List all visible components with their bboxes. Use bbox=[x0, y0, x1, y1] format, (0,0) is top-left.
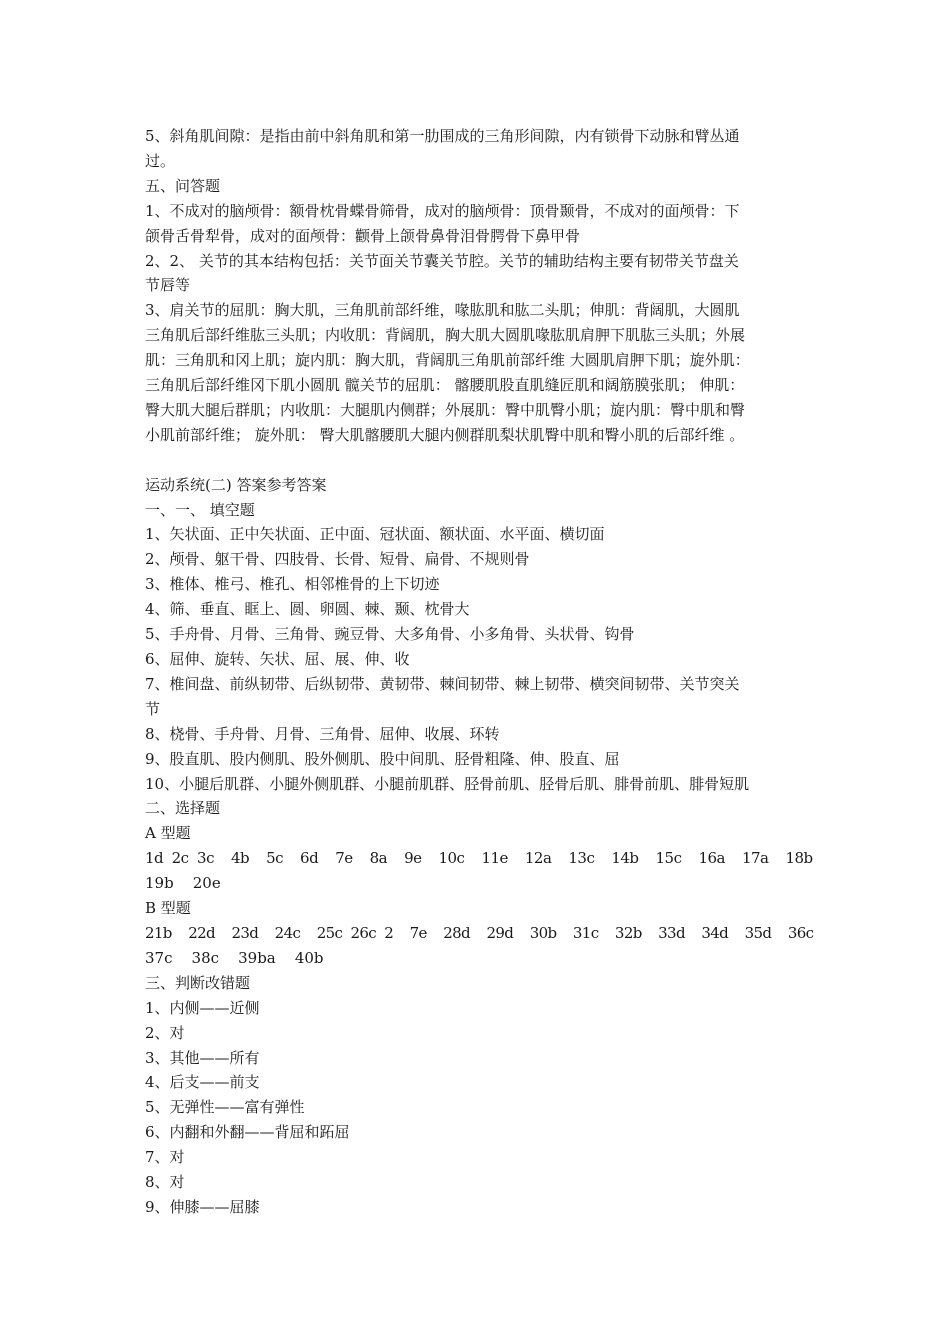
answer-line: 5、无弹性——富有弹性 bbox=[145, 1098, 305, 1117]
paragraph-line: 节唇等 bbox=[145, 276, 191, 295]
answer-line: 8、桡骨、手舟骨、月骨、三角骨、屈伸、收展、环转 bbox=[145, 724, 500, 743]
answer-line: 4、后支——前支 bbox=[145, 1073, 260, 1092]
answer-line: 8、对 bbox=[145, 1173, 185, 1192]
paragraph-line: 1、不成对的脑颅骨：额骨枕骨蝶骨筛骨，成对的脑颅骨：顶骨颞骨，不成对的面颅骨：下 bbox=[145, 201, 740, 220]
answer-line: 9、股直肌、股内侧肌、股外侧肌、股中间肌、胫骨粗隆、伸、股直、屈 bbox=[145, 749, 620, 768]
paragraph-line: 三角肌后部纤维肱三头肌；内收肌：背阔肌，胸大肌大圆肌喙肱肌肩胛下肌肱三头肌；外展 bbox=[145, 326, 746, 345]
answer-line: 10、小腿后肌群、小腿外侧肌群、小腿前肌群、胫骨前肌、胫骨后肌、腓骨前肌、腓骨短肌 bbox=[145, 774, 750, 793]
document-page bbox=[145, 124, 813, 1220]
section-heading: 一、一、 填空题 bbox=[145, 500, 255, 519]
answer-key-line: 19b 20e bbox=[145, 874, 221, 893]
answer-line: 3、椎体、椎弓、椎孔、相邻椎骨的上下切迹 bbox=[145, 575, 440, 594]
section-heading: 五、问答题 bbox=[145, 176, 221, 195]
paragraph-line: 小肌前部纤维； 旋外肌： 臀大肌髂腰肌大腿内侧群肌梨状肌臀中肌和臀小肌的后部纤维 。 bbox=[145, 425, 745, 444]
answer-line: 7、椎间盘、前纵韧带、后纵韧带、黄韧带、棘间韧带、棘上韧带、横突间韧带、关节突关 bbox=[145, 674, 740, 693]
paragraph-line: 3、肩关节的屈肌：胸大肌，三角肌前部纤维，喙肱肌和肱二头肌；伸肌：背阔肌，大圆肌 bbox=[145, 301, 740, 320]
blank-line bbox=[145, 448, 813, 473]
answer-line: 1、内侧——近侧 bbox=[145, 998, 260, 1017]
answer-line: 4、筛、垂直、眶上、圆、卵圆、棘、颞、枕骨大 bbox=[145, 600, 470, 619]
answer-key-line: 21b 22d 23d 24c 25c 26c 2 7e 28d 29d 30b 31c 32b 33d 34d 35d 36c bbox=[145, 923, 814, 942]
answer-line: 6、屈伸、旋转、矢状、屈、展、伸、收 bbox=[145, 650, 410, 669]
paragraph-line: 5、斜角肌间隙：是指由前中斜角肌和第一肋围成的三角形间隙，内有锁骨下动脉和臂丛通 bbox=[145, 127, 740, 145]
answer-line: 2、颅骨、躯干骨、四肢骨、长骨、短骨、扁骨、不规则骨 bbox=[145, 550, 530, 569]
answer-line: 5、手舟骨、月骨、三角骨、豌豆骨、大多角骨、小多角骨、头状骨、钩骨 bbox=[145, 625, 635, 644]
section-heading: 二、选择题 bbox=[145, 799, 221, 818]
subsection-heading: A 型题 bbox=[145, 824, 191, 843]
paragraph-line: 颌骨舌骨犁骨，成对的面颅骨：颧骨上颌骨鼻骨泪骨腭骨下鼻甲骨 bbox=[145, 226, 581, 245]
paragraph-line: 过。 bbox=[145, 151, 176, 170]
answer-line: 9、伸膝——屈膝 bbox=[145, 1197, 260, 1216]
answer-line: 节 bbox=[145, 699, 161, 718]
subsection-heading: B 型题 bbox=[145, 899, 191, 918]
paragraph-line: 肌：三角肌和冈上肌；旋内肌：胸大肌，背阔肌三角肌前部纤维 大圆肌肩胛下肌；旋外肌： bbox=[145, 351, 750, 370]
answer-line: 1、矢状面、正中矢状面、正中面、冠状面、额状面、水平面、横切面 bbox=[145, 525, 605, 544]
paragraph-line: 2、2、 关节的其本结构包括：关节面关节囊关节腔。关节的辅助结构主要有韧带关节盘关 bbox=[145, 251, 739, 270]
answer-line: 7、对 bbox=[145, 1148, 185, 1167]
answer-line: 6、内翻和外翻——背屈和跖屈 bbox=[145, 1123, 350, 1142]
answer-line: 2、对 bbox=[145, 1023, 185, 1042]
answer-line: 3、其他——所有 bbox=[145, 1048, 260, 1067]
paragraph-line: 臀大肌大腿后群肌；内收肌：大腿肌内侧群；外展肌：臀中肌臀小肌；旋内肌：臀中肌和臀 bbox=[145, 400, 746, 419]
section-heading: 三、判断改错题 bbox=[145, 973, 251, 992]
answer-key-line: 1d 2c 3c 4b 5c 6d 7e 8a 9e 10c 11e 12a 13c 14b 15c 16a 17a 18b bbox=[145, 849, 813, 868]
document-title: 运动系统(二) 答案参考答案 bbox=[145, 475, 327, 494]
paragraph-line: 三角肌后部纤维冈下肌小圆肌 髋关节的屈肌： 髂腰肌股直肌缝匠肌和阔筋膜张肌； 伸肌： bbox=[145, 376, 745, 395]
answer-key-line: 37c 38c 39ba 40b bbox=[145, 948, 324, 967]
